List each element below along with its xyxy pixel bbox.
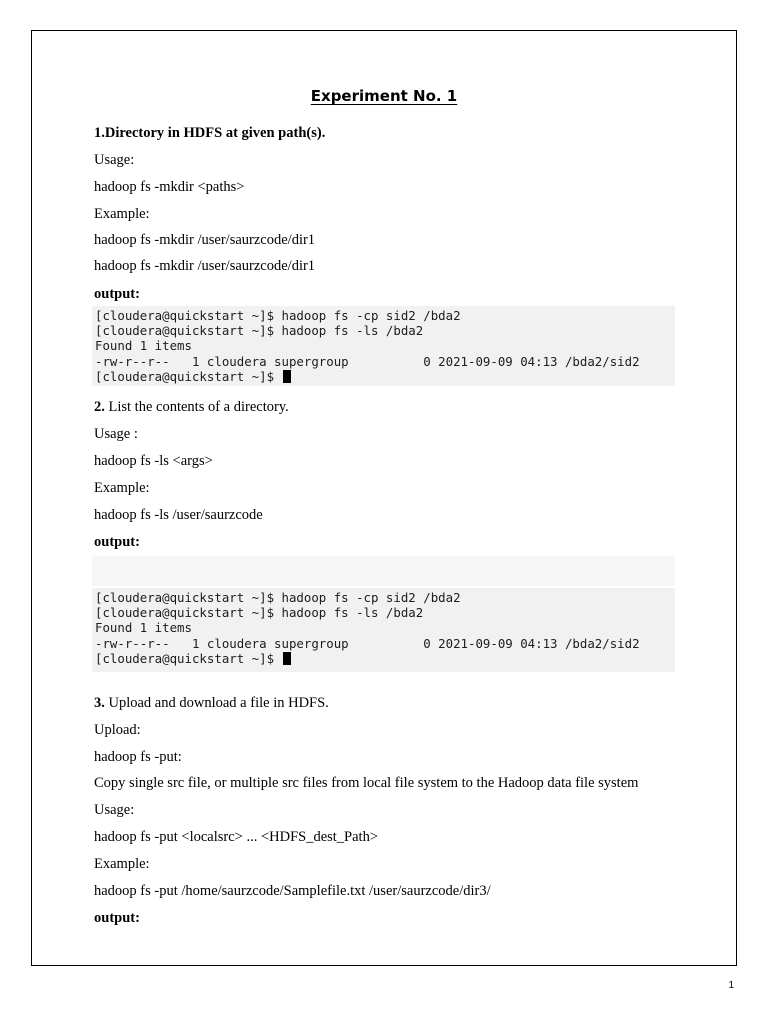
cursor-icon bbox=[283, 370, 291, 383]
cursor-icon bbox=[283, 652, 291, 665]
terminal-line: [cloudera@quickstart ~]$ hadoop fs -cp sid2 /bda2 bbox=[95, 590, 461, 605]
section-2-output-label: output: bbox=[94, 534, 140, 550]
section-3-output-label: output: bbox=[94, 910, 140, 926]
section-2-number: 2. bbox=[94, 399, 105, 415]
section-1-example-2: hadoop fs -mkdir /user/saurzcode/dir1 bbox=[94, 258, 316, 274]
section-1-usage-command: hadoop fs -mkdir <paths> bbox=[94, 179, 245, 195]
section-2-title: List the contents of a directory. bbox=[104, 399, 289, 415]
terminal-line: Found 1 items bbox=[95, 620, 192, 636]
section-3-heading bbox=[94, 694, 329, 712]
section-3-example-1: hadoop fs -put /home/saurzcode/Samplefile.txt /user/saurzcode/dir3/ bbox=[94, 883, 491, 899]
section-1-heading: 1.Directory in HDFS at given path(s). bbox=[94, 125, 326, 141]
terminal-line: Found 1 items bbox=[95, 338, 192, 354]
section-3-example-label: Example: bbox=[94, 856, 150, 872]
terminal-line: [cloudera@quickstart ~]$ hadoop fs -ls /bda2 bbox=[95, 323, 424, 339]
section-2-example-label: Example: bbox=[94, 480, 150, 496]
page-border bbox=[31, 30, 737, 966]
section-3-put-command: hadoop fs -put: bbox=[94, 749, 182, 765]
terminal-line: -rw-r--r-- 1 cloudera supergroup 0 2021-09-09 04:13 /bda2/sid2 bbox=[95, 635, 640, 651]
section-1-output-label: output: bbox=[94, 286, 140, 302]
output-spacer bbox=[92, 556, 675, 586]
section-2-usage-command: hadoop fs -ls <args> bbox=[94, 453, 213, 469]
section-1-usage-label: Usage: bbox=[94, 152, 135, 168]
section-1-example-label: Example: bbox=[94, 206, 150, 222]
section-1-example-1: hadoop fs -mkdir /user/saurzcode/dir1 bbox=[94, 232, 316, 248]
section-3-usage-command: hadoop fs -put <localsrc> ... <HDFS_dest_Path> bbox=[94, 829, 379, 845]
section-3-upload-label: Upload: bbox=[94, 722, 141, 738]
terminal-output-2 bbox=[92, 588, 675, 672]
terminal-output-1 bbox=[92, 306, 675, 386]
terminal-prompt: [cloudera@quickstart ~]$ bbox=[95, 368, 282, 384]
section-3-title: Upload and download a file in HDFS. bbox=[104, 695, 329, 711]
terminal-line: [cloudera@quickstart ~]$ hadoop fs -cp sid2 /bda2 bbox=[95, 308, 461, 323]
section-2-heading bbox=[94, 398, 289, 416]
terminal-prompt-line bbox=[95, 651, 675, 666]
terminal-prompt: [cloudera@quickstart ~]$ bbox=[95, 650, 282, 666]
section-2-example-1: hadoop fs -ls /user/saurzcode bbox=[94, 507, 263, 523]
section-2-usage-label: Usage : bbox=[94, 426, 138, 442]
section-3-usage-label: Usage: bbox=[94, 802, 135, 818]
section-3-description: Copy single src file, or multiple src files from local file system to the Hadoop data file system bbox=[94, 775, 639, 791]
page-title: Experiment No. 1 bbox=[310, 87, 458, 105]
terminal-line: [cloudera@quickstart ~]$ hadoop fs -ls /bda2 bbox=[95, 605, 424, 621]
page-number: 1 bbox=[728, 980, 734, 991]
terminal-line: -rw-r--r-- 1 cloudera supergroup 0 2021-09-09 04:13 /bda2/sid2 bbox=[95, 353, 640, 369]
section-3-number: 3. bbox=[94, 695, 105, 711]
terminal-prompt-line bbox=[95, 369, 675, 384]
